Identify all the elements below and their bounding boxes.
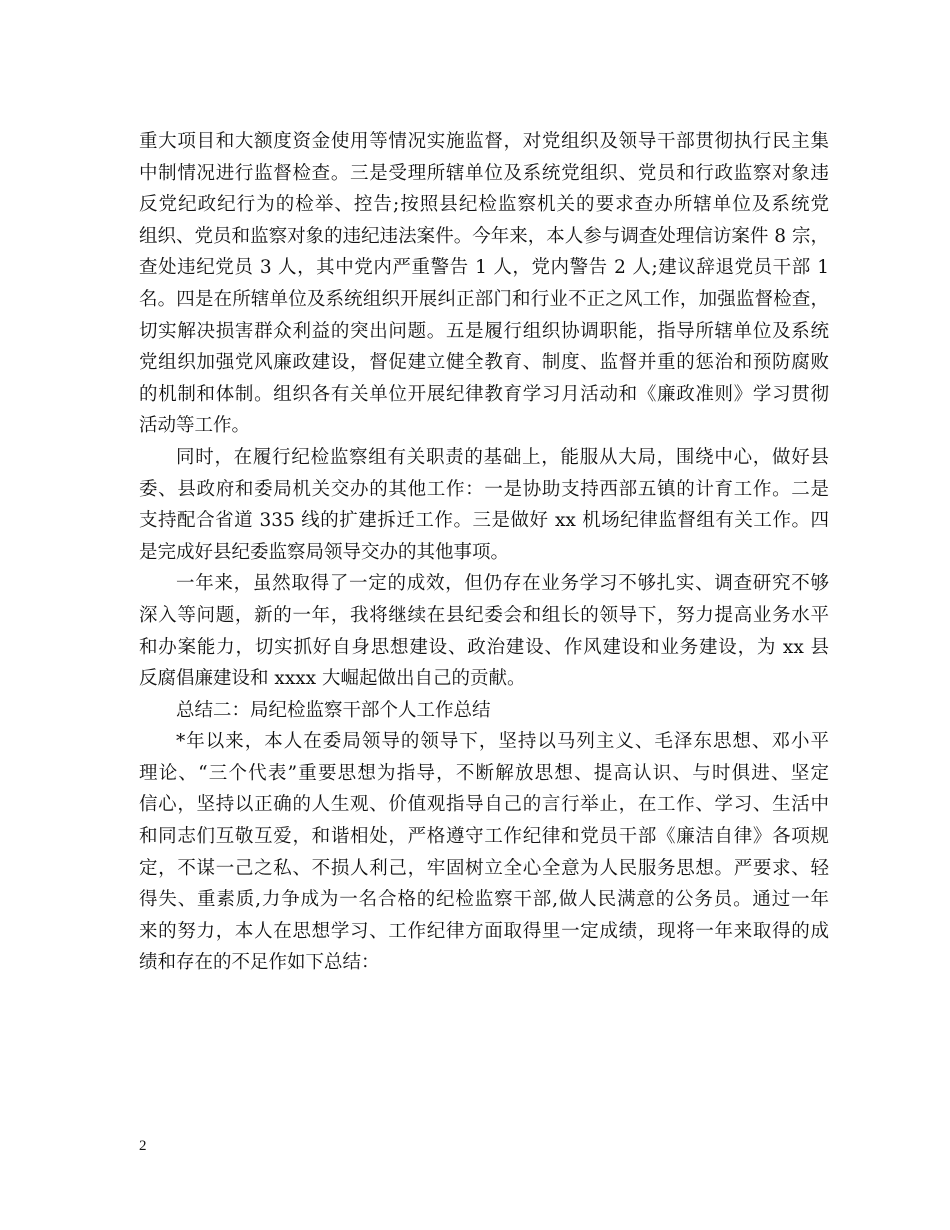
page-number: 2 [139,1138,147,1154]
text-line: 定，不谋一己之私、不损人利己，牢固树立全心全意为人民服务思想。严要求、轻 [139,857,829,879]
text-line: 党组织加强党风廉政建设，督促建立健全教育、制度、监督并重的惩治和预防腐败 [139,352,829,374]
text-line: *年以来，本人在委局领导的领导下，坚持以马列主义、毛泽东思想、邓小平 [176,731,829,753]
text-line: 绩和存在的不足作如下总结： [139,952,380,974]
text-line: 深入等问题，新的一年，我将继续在县纪委会和组长的领导下，努力提高业务水平 [139,604,829,626]
text-line: 切实解决损害群众利益的突出问题。五是履行组织协调职能，指导所辖单位及系统 [139,320,829,342]
text-line: 活动等工作。 [139,415,251,437]
text-line: 来的努力，本人在思想学习、工作纪律方面取得里一定成绩，现将一年来取得的成 [139,920,829,942]
text-line: 是完成好县纪委监察局领导交办的其他事项。 [139,541,510,563]
text-line: 名。四是在所辖单位及系统组织开展纠正部门和行业不正之风工作，加强监督检查， [139,288,829,310]
text-line: 组织、党员和监察对象的违纪违法案件。今年来，本人参与调查处理信访案件 8 宗， [139,225,829,247]
document-body [139,126,829,979]
text-line: 同时，在履行纪检监察组有关职责的基础上，能服从大局，围绕中心，做好县 [176,446,829,468]
text-line: 查处违纪党员 3 人，其中党内严重警告 1 人，党内警告 2 人;建议辞退党员干部 1 [139,257,829,279]
text-line: 得失、重素质,力争成为一名合格的纪检监察干部,做人民满意的公务员。通过一年 [139,889,829,911]
text-line: 和同志们互敬互爱，和谐相处，严格遵守工作纪律和党员干部《廉洁自律》各项规 [139,826,829,848]
text-line: 信心，坚持以正确的人生观、价值观指导自己的言行举止，在工作、学习、生活中 [139,794,829,816]
text-line: 重大项目和大额度资金使用等情况实施监督，对党组织及领导干部贯彻执行民主集 [139,131,829,152]
text-line: 总结二：局纪检监察干部个人工作总结 [176,699,491,721]
text-line: 支持配合省道 335 线的扩建拆迁工作。三是做好 xx 机场纪律监督组有关工作。四 [139,510,829,532]
text-line: 和办案能力，切实抓好自身思想建设、政治建设、作风建设和业务建设，为 xx 县 [139,636,829,658]
text-line: 的机制和体制。组织各有关单位开展纪律教育学习月活动和《廉政准则》学习贯彻 [139,383,829,405]
text-line: 反党纪政纪行为的检举、控告;按照县纪检监察机关的要求查办所辖单位及系统党 [139,194,829,216]
text-line: 反腐倡廉建设和 xxxx 大崛起做出自己的贡献。 [139,668,526,690]
text-line: 委、县政府和委局机关交办的其他工作：一是协助支持西部五镇的计育工作。二是 [139,478,829,500]
text-line: 一年来，虽然取得了一定的成效，但仍存在业务学习不够扎实、调查研究不够 [176,573,829,595]
text-line: 理论、“三个代表”重要思想为指导，不断解放思想、提高认识、与时俱进、坚定 [139,762,829,784]
text-line: 中制情况进行监督检查。三是受理所辖单位及系统党组织、党员和行政监察对象违 [139,162,829,184]
